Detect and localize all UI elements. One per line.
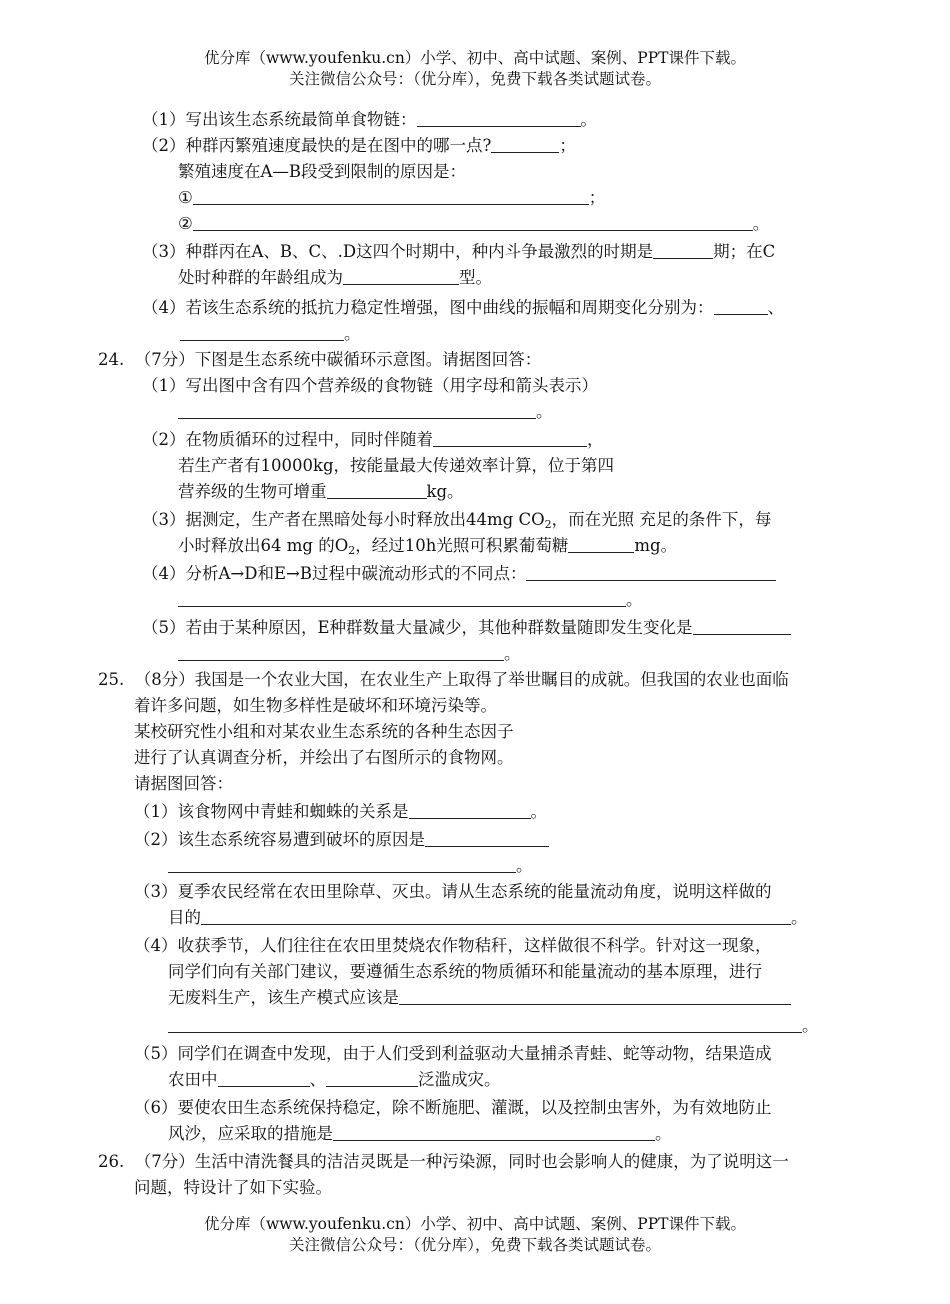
answer-blank[interactable] <box>343 266 459 285</box>
answer-blank[interactable] <box>491 134 559 153</box>
answer-blank[interactable] <box>193 212 753 231</box>
q25-intro: 25. （8分）我国是一个农业大国，在农业生产上取得了举世瞩目的成就。但我国的农业也面临 <box>98 670 789 689</box>
q25-part4d: 。 <box>168 1014 819 1038</box>
q25-part2b: 。 <box>168 854 533 878</box>
q24-part5b: 。 <box>178 642 521 666</box>
q23-part4b: 。 <box>180 322 361 346</box>
q25-part4b: 同学们向有关部门建议，要遵循生态系统的物质循环和能量流动的基本原理，进行 <box>168 962 762 981</box>
q24-intro: 24. （7分）下图是生态系统中碳循环示意图。请据图回答： <box>98 350 542 369</box>
answer-blank[interactable] <box>399 986 791 1005</box>
q24-part3: （3）据测定，生产者在黑暗处每小时释放出44mg $CO_2$，而在光照 充足的条件下，每 <box>142 510 772 531</box>
answer-blank[interactable] <box>201 906 791 925</box>
answer-blank[interactable] <box>218 1068 310 1087</box>
answer-blank[interactable] <box>333 1122 655 1141</box>
q25-part2: （2）该生态系统容易遭到破坏的原因是 <box>134 828 549 852</box>
page-footer <box>0 1214 950 1256</box>
q23-part3b: 处时种群的年龄组成为 型。 <box>178 268 492 287</box>
footer-line-2: 关注微信公众号：（优分库），免费下载各类试题试卷。 <box>288 1236 661 1254</box>
q24-part4: （4）分析A→D和E→B过程中碳流动形式的不同点： <box>142 562 776 586</box>
q23-reason-2: ② 。 <box>178 214 770 233</box>
header-line-1: 优分库（www.youfenku.cn）小学、初中、高中试题、案例、PPT课件下载。 <box>203 49 747 67</box>
q25-intro-4: 进行了认真调查分析，并绘出了右图所示的食物网。 <box>134 748 514 767</box>
answer-blank[interactable] <box>425 828 549 847</box>
answer-blank[interactable] <box>714 296 768 315</box>
answer-blank[interactable] <box>178 400 536 419</box>
q25-intro-3: 某校研究性小组和对某农业生态系统的各种生态因子 <box>134 722 514 741</box>
q25-part5b: 农田中 、 泛滥成灾。 <box>168 1070 501 1089</box>
answer-blank[interactable] <box>193 186 589 205</box>
q24-part4b: 。 <box>178 588 643 612</box>
q25-intro-5: 请据图回答： <box>134 774 233 793</box>
q23-part1: （1）写出该生态系统最简单食物链： 。 <box>142 110 597 129</box>
answer-blank[interactable] <box>178 642 504 661</box>
q25-part4c: 无废料生产，该生产模式应该是 <box>168 986 791 1010</box>
answer-blank[interactable] <box>168 854 516 873</box>
answer-blank[interactable] <box>327 480 427 499</box>
q26-intro: 26. （7分）生活中清洗餐具的洁洁灵既是一种污染源，同时也会影响人的健康，为了说明这一 <box>98 1152 789 1171</box>
q23-part4: （4）若该生态系统的抵抗力稳定性增强，图中曲线的振幅和周期变化分别为： 、 <box>142 298 784 317</box>
q25-part6b: 风沙，应采取的措施是 。 <box>168 1124 672 1143</box>
answer-blank[interactable] <box>693 616 791 635</box>
header-line-2: 关注微信公众号：（优分库），免费下载各类试题试卷。 <box>288 70 661 88</box>
footer-line-1: 优分库（www.youfenku.cn）小学、初中、高中试题、案例、PPT课件下载。 <box>203 1215 747 1233</box>
q23-part2-reason: 繁殖速度在A—B段受到限制的原因是： <box>178 162 467 181</box>
q24-part2b: 若生产者有10000kg，按能量最大传递效率计算，位于第四 <box>178 456 615 475</box>
q23-part2: （2）种群丙繁殖速度最快的是在图中的哪一点? ； <box>142 136 576 155</box>
q24-part3b: 小时释放出64 mg 的$O_2$，经过10h光照可积累葡萄糖 mg。 <box>178 536 678 557</box>
q25-intro-2: 着许多问题，如生物多样性是破坏和环境污染等。 <box>134 696 497 715</box>
q25-part4: （4）收获季节，人们往往在农田里焚烧农作物秸秆，这样做很不科学。针对这一现象， <box>134 936 772 955</box>
q25-part3: （3）夏季农民经常在农田里除草、灭虫。请从生态系统的能量流动角度，说明这样做的 <box>134 882 772 901</box>
answer-blank[interactable] <box>326 1068 418 1087</box>
q25-part5: （5）同学们在调查中发现，由于人们受到利益驱动大量捕杀青蛙、蛇等动物，结果造成 <box>134 1044 772 1063</box>
answer-blank[interactable] <box>653 240 713 259</box>
answer-blank[interactable] <box>433 428 587 447</box>
q24-part2c: 营养级的生物可增重 kg。 <box>178 482 464 501</box>
q24-part1: （1）写出图中含有四个营养级的食物链（用字母和箭头表示） <box>142 376 598 395</box>
q24-part1-answer: 。 <box>178 400 553 424</box>
q23-part3: （3）种群丙在A、B、C、.D这四个时期中，种内斗争最激烈的时期是 期；在C <box>142 242 776 261</box>
page-header <box>0 48 950 90</box>
answer-blank[interactable] <box>180 322 344 341</box>
q25-part1: （1）该食物网中青蛙和蜘蛛的关系是 。 <box>134 802 547 821</box>
answer-blank[interactable] <box>568 534 634 553</box>
answer-blank[interactable] <box>417 108 581 127</box>
answer-blank[interactable] <box>168 1014 802 1033</box>
answer-blank[interactable] <box>526 562 776 581</box>
q25-part3b: 目的 。 <box>168 908 808 927</box>
answer-blank[interactable] <box>178 588 626 607</box>
answer-blank[interactable] <box>409 800 531 819</box>
q25-part6: （6）要使农田生态系统保持稳定，除不断施肥、灌溉，以及控制虫害外，为有效地防止 <box>134 1098 772 1117</box>
q24-part2: （2）在物质循环的过程中，同时伴随着 ， <box>142 430 604 449</box>
q23-reason-1: ① ； <box>178 188 606 207</box>
q24-part5: （5）若由于某种原因，E种群数量大量减少，其他种群数量随即发生变化是 <box>142 616 791 640</box>
q26-intro-2: 问题，特设计了如下实验。 <box>134 1178 332 1197</box>
